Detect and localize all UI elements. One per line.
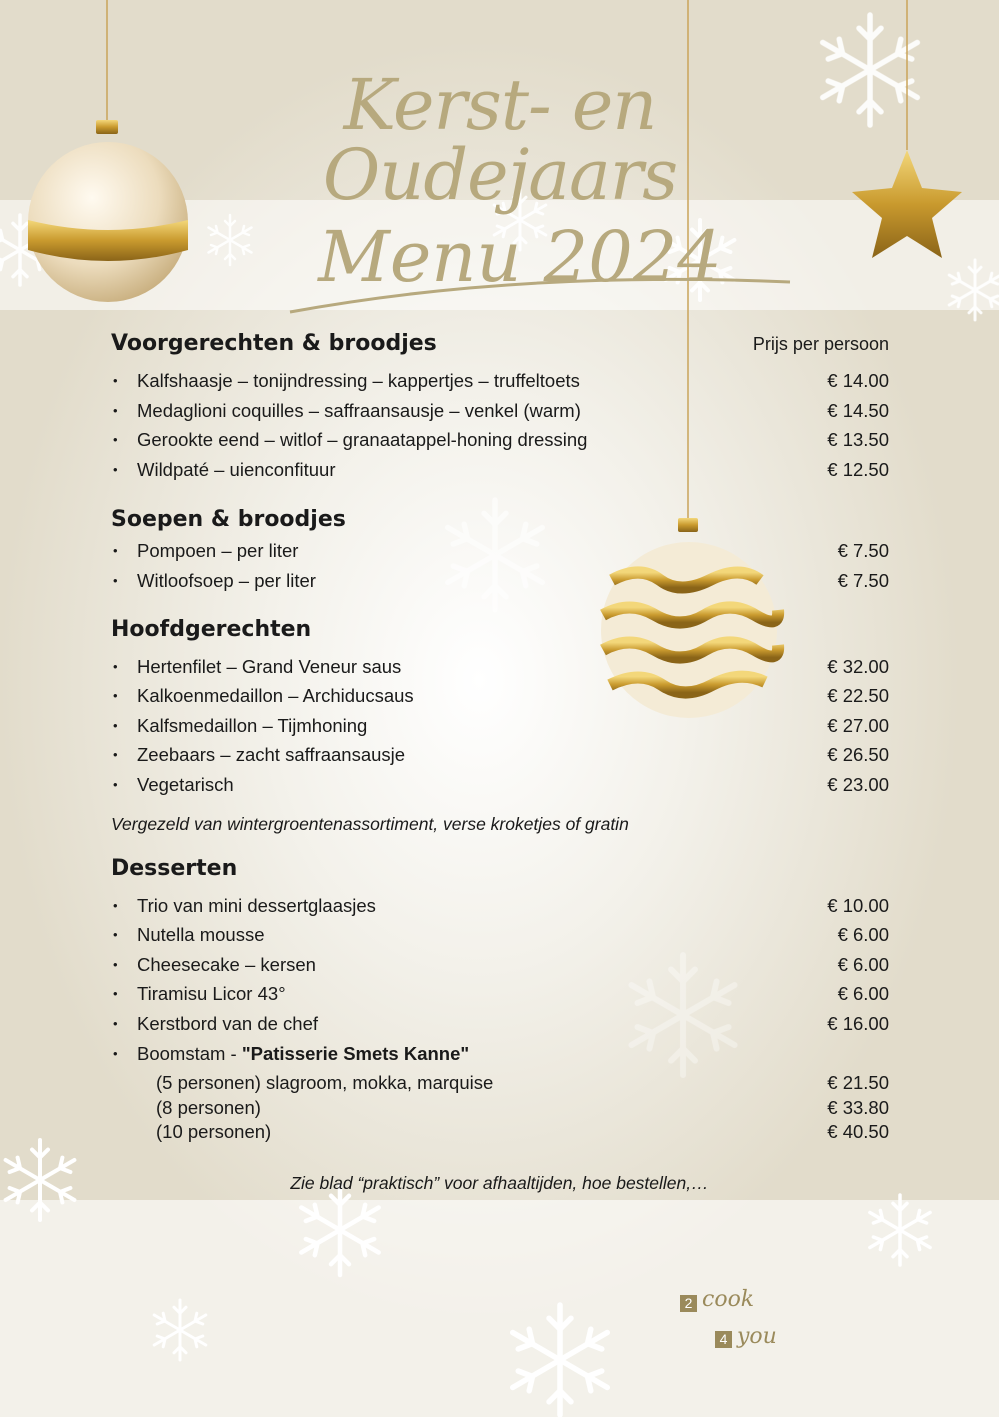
list-subitem <box>111 1096 889 1121</box>
item-name: • Vegetarisch <box>111 770 234 800</box>
item-name: Boomstam - <box>137 1042 242 1064</box>
list-item <box>111 891 889 921</box>
list-item <box>111 425 889 455</box>
title-line-2: Menu 2024 <box>318 216 722 298</box>
logo: 2 cook 4 you <box>680 1293 800 1373</box>
item-name: • Tiramisu Licor 43° <box>111 979 286 1009</box>
subitem-name: (5 personen) slagroom, mokka, marquise <box>156 1072 494 1094</box>
item-price: € 23.00 <box>827 773 889 795</box>
list-item <box>111 920 889 950</box>
list-subitem <box>111 1071 889 1096</box>
list-item-boomstam <box>111 1039 889 1069</box>
item-name: • Nutella mousse <box>111 920 265 950</box>
list-item <box>111 455 889 485</box>
section-heading: Desserten <box>111 855 238 881</box>
section-note: Vergezeld van wintergroentenassortiment, verse kroketjes of gratin <box>111 813 629 834</box>
subitem-price: € 33.80 <box>827 1096 889 1118</box>
section-heading: Hoofdgerechten <box>111 616 312 642</box>
item-name: • Gerookte eend – witlof – granaatappel-honing dressing <box>111 425 587 455</box>
christmas-ball-icon <box>28 142 188 302</box>
item-name: • Pompoen – per liter <box>111 536 298 566</box>
list-item <box>111 711 889 741</box>
item-name: • Kalfshaasje – tonijndressing – kappertjes – truffeltoets <box>111 366 580 396</box>
subitem-name: (8 personen) <box>156 1096 261 1118</box>
item-price: € 26.50 <box>827 744 889 766</box>
item-name: • Medaglioni coquilles – saffraansausje – venkel (warm) <box>111 396 581 426</box>
item-name: • Wildpaté – uienconfituur <box>111 455 335 485</box>
item-name: • Zeebaars – zacht saffraansausje <box>111 740 405 770</box>
item-price: € 22.50 <box>827 685 889 707</box>
item-price: € 14.50 <box>827 399 889 421</box>
subitem-price: € 21.50 <box>827 1072 889 1094</box>
item-price: € 6.00 <box>837 953 889 975</box>
list-item <box>111 536 889 566</box>
item-price: € 12.50 <box>827 458 889 480</box>
list-item <box>111 740 889 770</box>
item-name: • Kalkoenmedaillon – Archiducsaus <box>111 681 414 711</box>
item-price: € 6.00 <box>837 983 889 1005</box>
item-price: € 7.50 <box>837 540 889 562</box>
snowflake-icon <box>823 15 918 125</box>
item-price: € 10.00 <box>827 894 889 916</box>
list-item <box>111 1009 889 1039</box>
item-name: • Hertenfilet – Grand Veneur saus <box>111 652 401 682</box>
item-name: • Witloofsoep – per liter <box>111 566 316 596</box>
item-price: € 16.00 <box>827 1012 889 1034</box>
section-desserten <box>111 853 889 1145</box>
section-soepen <box>111 504 889 595</box>
section-voorgerechten <box>111 328 889 484</box>
section-heading: Soepen & broodjes <box>111 507 346 533</box>
item-name: • Trio van mini dessertglaasjes <box>111 891 376 921</box>
title-line-1: Kerst- en Oudejaars <box>322 64 678 216</box>
item-brand: "Patisserie Smets Kanne" <box>241 1042 470 1064</box>
section-heading: Voorgerechten & broodjes <box>111 331 437 356</box>
list-item <box>111 396 889 426</box>
list-item <box>111 366 889 396</box>
list-item <box>111 566 889 596</box>
price-header: Prijs per persoon <box>752 333 889 354</box>
menu-list <box>111 328 889 1145</box>
subitem-price: € 40.50 <box>827 1121 889 1143</box>
item-name: • Cheesecake – kersen <box>111 950 316 980</box>
item-price: € 7.50 <box>837 569 889 591</box>
footer-note: Zie blad “praktisch” voor afhaaltijden, hoe bestellen,… <box>290 1173 709 1193</box>
list-subitem <box>111 1120 889 1145</box>
list-item <box>111 652 889 682</box>
item-price: € 14.00 <box>827 370 889 391</box>
subitem-name: (10 personen) <box>156 1121 272 1143</box>
item-price: € 32.00 <box>827 655 889 677</box>
menu-title <box>180 64 820 298</box>
list-item <box>111 979 889 1009</box>
item-price: € 27.00 <box>827 714 889 736</box>
list-item <box>111 681 889 711</box>
section-hoofdgerechten <box>111 614 889 839</box>
item-name: • Kerstbord van de chef <box>111 1009 318 1039</box>
list-item <box>111 950 889 980</box>
item-name: • Kalfsmedaillon – Tijmhoning <box>111 711 367 741</box>
list-item <box>111 770 889 800</box>
item-price: € 13.50 <box>827 429 889 451</box>
item-price: € 6.00 <box>837 924 889 946</box>
